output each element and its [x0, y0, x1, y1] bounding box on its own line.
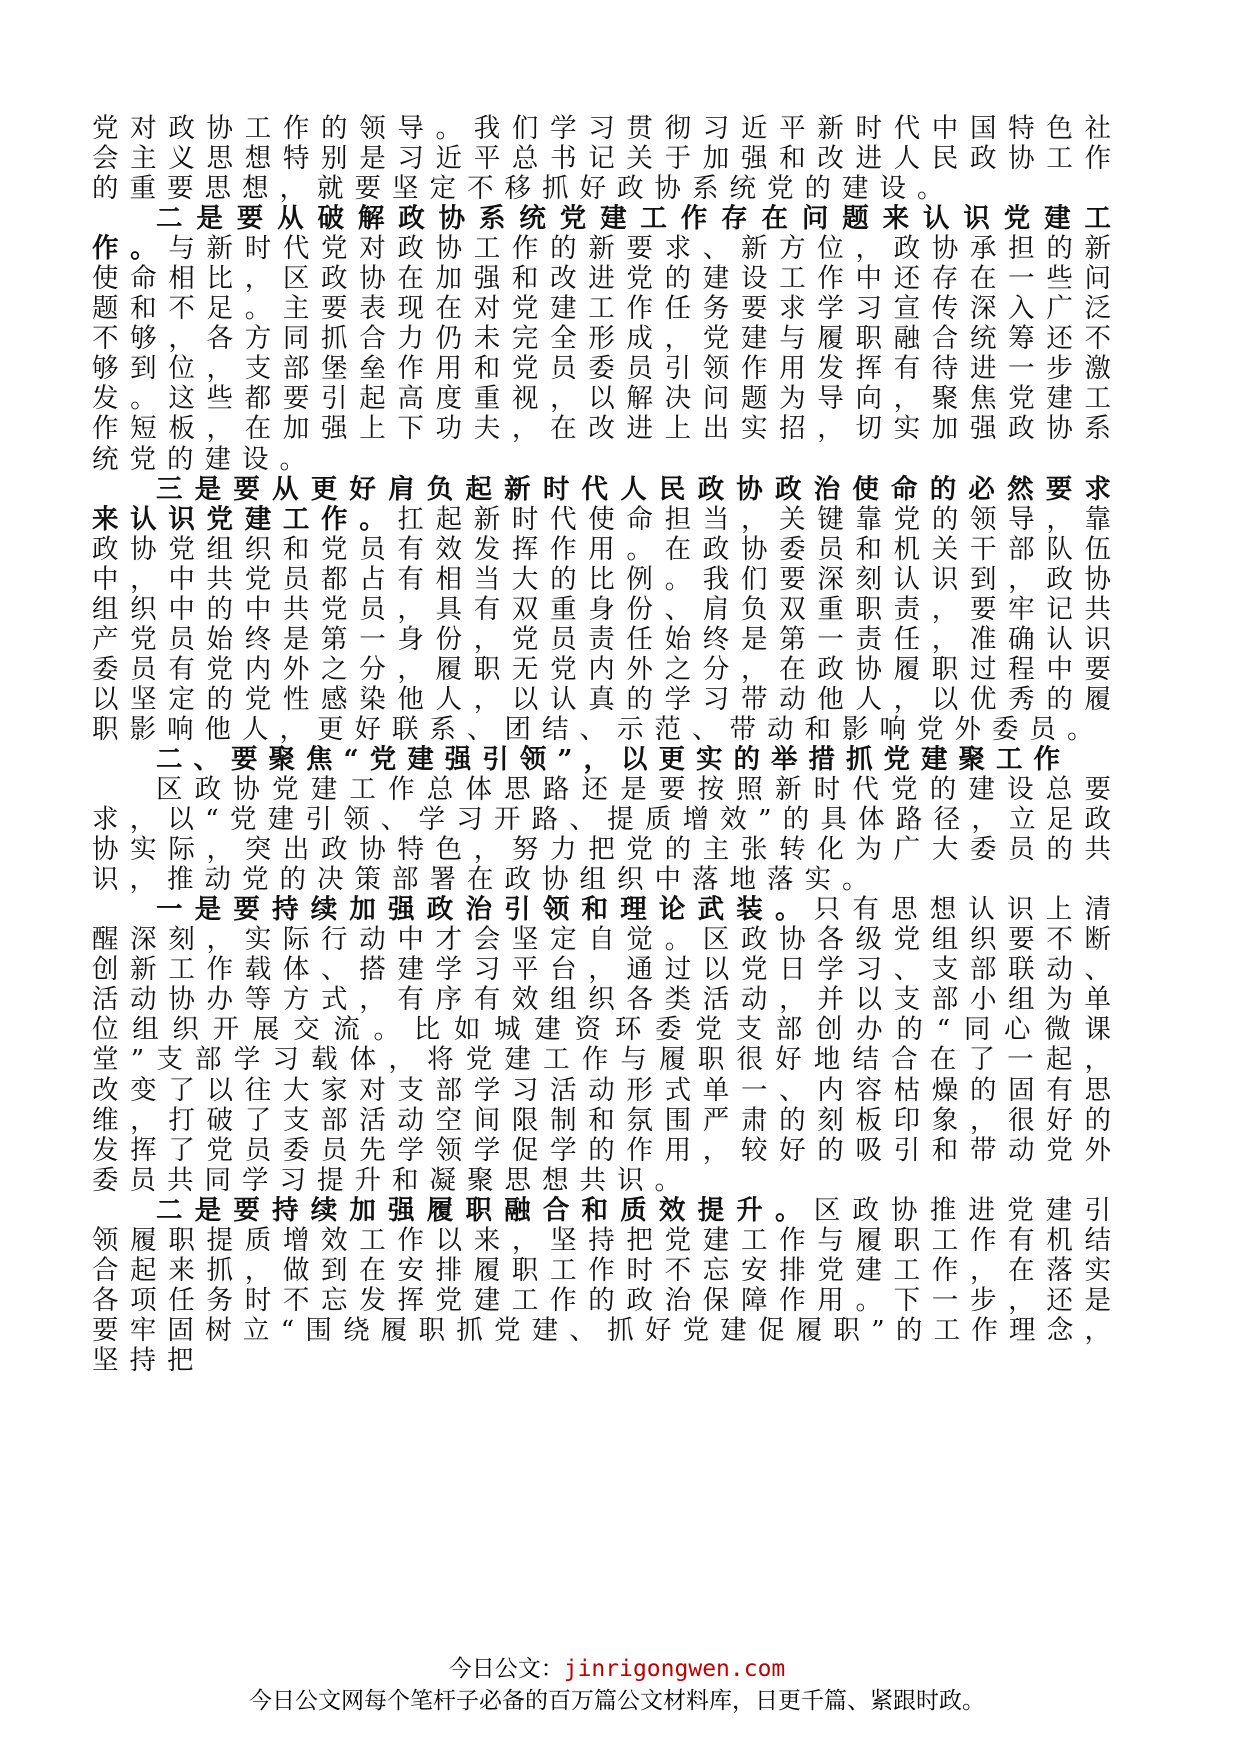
- paragraph-5: [92, 775, 1122, 895]
- document-body: [92, 114, 1122, 1376]
- paragraph-6-heading: 一是要持续加强政治引领和理论武装。: [156, 894, 814, 926]
- footer-tagline: 今日公文网每个笔杆子必备的百万篇公文材料库，日更千篇、紧跟时政。: [249, 1688, 985, 1714]
- paragraph-2-heading: 二是要从破解政协系统党建工作存在问题来认识党建工作。: [92, 203, 1122, 265]
- paragraph-7-text: 区政协推进党建引领履职提质增效工作以来，坚持把党建工作与履职工作有机结合起来抓，做到在安排履职工作时不忘安排党建工作，在落实各项任务时不忘发挥党建工作的政治保障作用。下一步，还是要牢固树立“围绕履职抓党建、抓好党建促履职”的工作理念，坚持把: [92, 1194, 1122, 1376]
- footer-site-link[interactable]: jinrigongwen.com: [563, 1656, 786, 1682]
- paragraph-3-heading: 三是要从更好肩负起新时代人民政协政治使命的必然要求来认识党建工作。: [92, 473, 1122, 535]
- paragraph-3: [92, 475, 1122, 745]
- paragraph-7: [92, 1196, 1122, 1376]
- paragraph-7-heading: 二是要持续加强履职融合和质效提升。: [156, 1194, 814, 1226]
- paragraph-6-text: 只有思想认识上清醒深刻，实际行动中才会坚定自觉。区政协各级党组织要不断创新工作载体、搭建学习平台，通过以党日学习、支部联动、活动协办等方式，有序有效组织各类活动，并以支部小组为单位组织开展交流。比如城建资环委党支部创办的“同心微课堂”支部学习载体，将党建工作与履职很好地结合在了一起，改变了以往大家对支部学习活动形式单一、内容枯燥的固有思维，打破了支部活动空间限制和氛围严肃的刻板印象，很好的发挥了党员委员先学领学促学的作用，较好的吸引和带动党外委员共同学习提升和凝聚思想共识。: [92, 894, 1122, 1196]
- section-heading-text: 二、要聚焦“党建强引领”，以更实的举措抓党建聚工作: [156, 743, 1071, 775]
- paragraph-1: [92, 114, 1122, 204]
- paragraph-3-text: 扛起新时代使命担当，关键靠党的领导，靠政协党组织和党员有效发挥作用。在政协委员和机关干部队伍中，中共党员都占有相当大的比例。我们要深刻认识到，政协组织中的中共党员，具有双重身份、肩负双重职责，要牢记共产党员始终是第一身份，党员责任始终是第一责任，准确认识委员有党内外之分，履职无党内外之分，在政协履职过程中要以坚定的党性感染他人，以认真的学习带动他人，以优秀的履职影响他人，更好联系、团结、示范、带动和影响党外委员。: [92, 503, 1123, 745]
- footer: [0, 1655, 1234, 1719]
- section-heading: [92, 745, 1122, 775]
- footer-brand: 今日公文：: [448, 1656, 564, 1682]
- paragraph-5-text: 区政协党建工作总体思路还是要按照新时代党的建设总要求，以“党建引领、学习开路、提质增效”的具体路径，立足政协实际，突出政协特色，努力把党的主张转化为广大委员的共识，推动党的决策部署在政协组织中落地落实。: [92, 774, 1122, 896]
- paragraph-2: [92, 204, 1122, 474]
- paragraph-2-text: 与新时代党对政协工作的新要求、新方位，政协承担的新使命相比，区政协在加强和改进党的建设工作中还存在一些问题和不足。主要表现在对党建工作任务要求学习宣传深入广泛不够，各方同抓合力仍未完全形成，党建与履职融合统筹还不够到位，支部堡垒作用和党员委员引领作用发挥有待进一步激发。这些都要引起高度重视，以解决问题为导向，聚焦党建工作短板，在加强上下功夫，在改进上出实招，切实加强政协系统党的建设。: [92, 233, 1123, 475]
- footer-brand-line: [0, 1655, 1234, 1683]
- paragraph-6: [92, 895, 1122, 1195]
- paragraph-1-text: 党对政协工作的领导。我们学习贯彻习近平新时代中国特色社会主义思想特别是习近平总书记关于加强和改进人民政协工作的重要思想，就要坚定不移抓好政协系统党的建设。: [92, 113, 1122, 205]
